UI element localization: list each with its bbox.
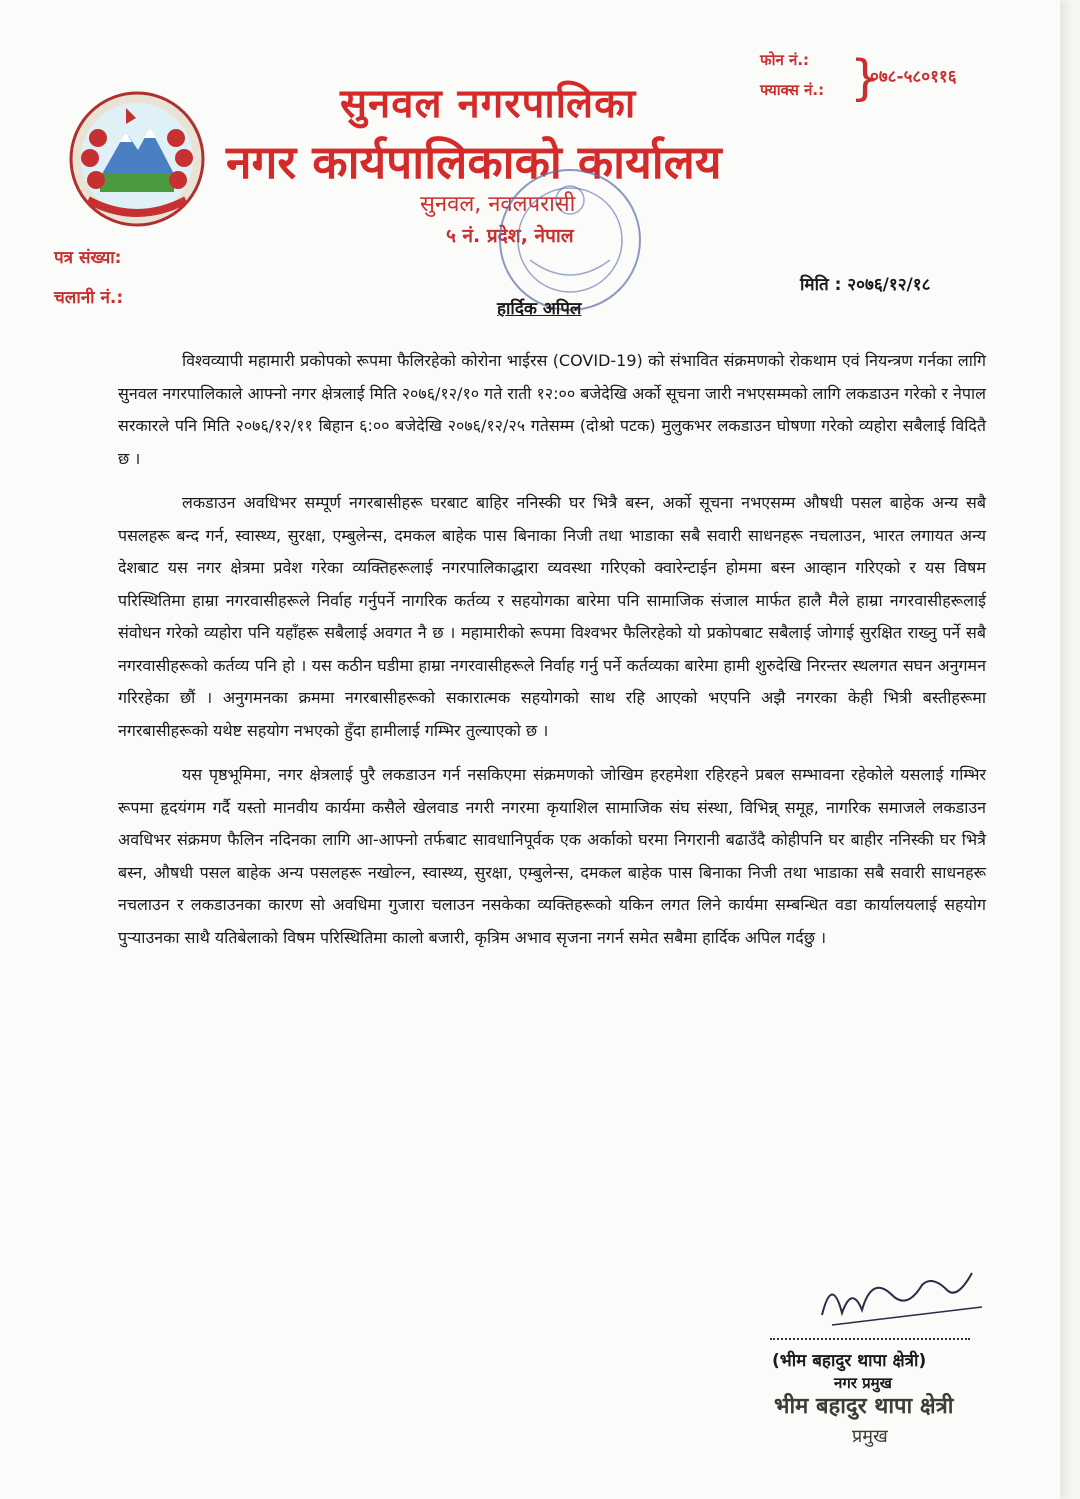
paragraph-1: विश्वव्यापी महामारी प्रकोपको रूपमा फैलिरहेको कोरोना भाईरस (COVID-19) को संभावित संक्रमणको रोकथाम एवं नियन्त्रण गर्नका लागि सुनवल नगरपालिकाले आफ्नो नगर क्षेत्रलाई मिति २०७६/१२/१० गते राती १२:०० बजेदेखि अर्को सूचना जारी नभएसम्मको लागि लकडाउन गरेको र नेपाल सरकारले पनि मिति २०७६/१२/११ बिहान ६:०० बजेदेखि २०७६/१२/२५ गतेसम्म (दोश्रो पटक) मुलुकभर लकडाउन घोषणा गरेको व्यहोरा सबैलाई विदितै छ । xyxy=(118,351,986,468)
fax-label: फ्याक्स नं.: xyxy=(760,81,825,99)
address-line-1: सुनवल, नवलपरासी xyxy=(420,192,576,217)
letter-body xyxy=(118,345,986,966)
dispatch-number-label: चलानी नं.: xyxy=(54,288,124,308)
address-line-2: ५ नं. प्रदेश, नेपाल xyxy=(446,225,574,247)
municipality-name: सुनवल नगरपालिका xyxy=(340,81,637,127)
contact-number: ०७८-५८०११६ xyxy=(870,67,957,87)
signer-designation: नगर प्रमुख xyxy=(834,1374,892,1392)
office-name: नगर कार्यपालिकाको कार्यालय xyxy=(226,135,722,189)
seal-title: प्रमुख xyxy=(852,1426,888,1447)
signature-line xyxy=(770,1338,970,1340)
seal-name: भीम बहादुर थापा क्षेत्री xyxy=(774,1394,954,1419)
nepal-emblem-icon xyxy=(66,88,208,230)
handwritten-signature-icon xyxy=(812,1255,992,1335)
phone-label: फोन नं.: xyxy=(760,51,810,69)
paragraph-2: लकडाउन अवधिभर सम्पूर्ण नगरबासीहरू घरबाट बाहिर ननिस्की घर भित्रै बस्न, अर्को सूचना नभएसम्म औषधी पसल बाहेक अन्य सबै पसलहरू बन्द गर्न, स्वास्थ्य, सुरक्षा, एम्बुलेन्स, दमकल बाहेक पास बिनाका निजी तथा भाडाका सबै सवारी साधनहरू नचलाउन, भारत लगायत अन्य देशबाट यस नगर क्षेत्रमा प्रवेश गरेका व्यक्तिहरूलाई नगरपालिकाद्धारा व्यवस्था गरिएको क्वारेन्टाईन होममा बस्न आव्हान गरिएको र यस विषम परिस्थितिमा हाम्रा नगरवासीहरूले निर्वाह गर्नुपर्ने नागरिक कर्तव्य र सहयोगका बारेमा पनि सामाजिक संजाल मार्फत हालै मैले हाम्रा नगरवासीहरूलाई संवोधन गरेको व्यहोरा पनि यहाँहरू सबैलाई अवगत नै छ । महामारीको रूपमा विश्वभर फैलिरहेको यो प्रकोपबाट सबैलाई जोगाई सुरक्षित राख्नु पर्ने सबै नगरवासीहरूको कर्तव्य पनि हो । यस कठीन घडीमा हाम्रा नगरवासीहरूले निर्वाह गर्नु पर्ने कर्तव्यका बारेमा हामी शुरुदेखि निरन्तर स्थलगत सघन अनुगमन गरिरहेका छौं । अनुगमनका क्रममा नगरबासीहरूको सकारात्मक सहयोगको साथ रहि आएको भएपनि अझै नगरका केही भित्री बस्तीहरूमा नगरबासीहरूको यथेष्ट सहयोग नभएको हुँदा हामीलाई गम्भिर तुल्याएको छ । xyxy=(118,493,986,740)
letter-subject: हार्दिक अपिल xyxy=(497,299,582,319)
letter-date: मिति : २०७६/१२/१८ xyxy=(800,275,931,295)
signer-name: (भीम बहादुर थापा क्षेत्री) xyxy=(772,1351,927,1371)
contact-block xyxy=(760,50,957,110)
reference-number-label: पत्र संख्या: xyxy=(54,248,122,268)
paragraph-3: यस पृष्ठभूमिमा, नगर क्षेत्रलाई पुरै लकडाउन गर्न नसकिएमा संक्रमणको जोखिम हरहमेशा रहिरहने प्रबल सम्भावना रहेकोले यसलाई गम्भिर रूपमा हृदयंगम गर्दै यस्तो मानवीय कार्यमा कसैले खेलवाड नगरी नगरमा कृयाशिल सामाजिक संघ संस्था, विभिन्न् समूह, नागरिक समाजले लकडाउन अवधिभर संक्रमण फैलिन नदिनका लागि आ-आफ्नो तर्फबाट सावधानिपूर्वक एक अर्काको घरमा निगरानी बढाउँदै कोहीपनि घर बाहीर ननिस्की घर भित्रै बस्न, औषधी पसल बाहेक अन्य पसलहरू नखोल्न, स्वास्थ्य, सुरक्षा, एम्बुलेन्स, दमकल बाहेक पास बिनाका निजी तथा भाडाका सबै सवारी साधनहरू नचलाउन र लकडाउनका कारण सो अवधिमा गुजारा चलाउन नसकेका व्यक्तिहरूको यकिन लगत लिने कार्यमा सम्बन्धित वडा कार्यालयलाई सहयोग पुर्‍याउनका साथै यतिबेलाको विषम परिस्थितिमा कालो बजारी, कृत्रिम अभाव सृजना नगर्न समेत सबैमा हार्दिक अपिल गर्दछु । xyxy=(118,765,986,947)
brace-glyph: } xyxy=(850,50,881,106)
